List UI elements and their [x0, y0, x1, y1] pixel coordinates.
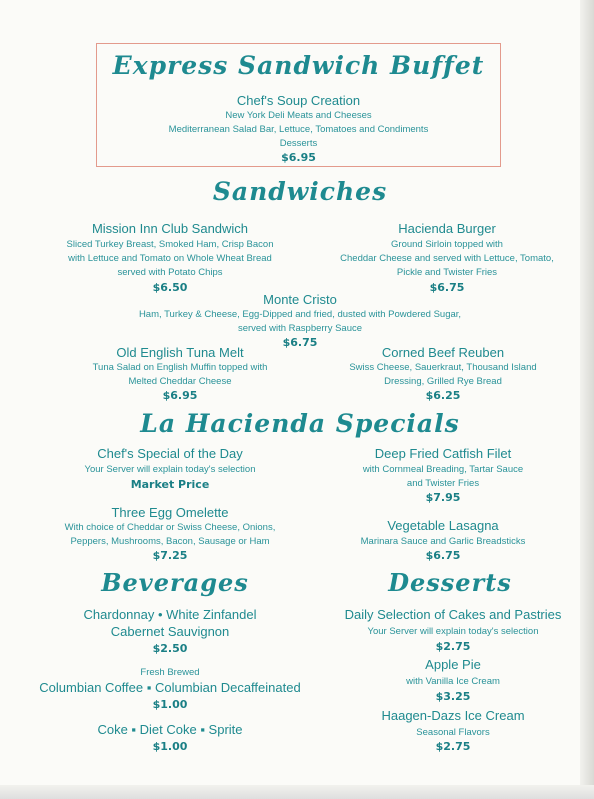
item-name: Vegetable Lasagna [387, 518, 499, 533]
item-price: $6.75 [429, 281, 465, 294]
beverage-wine-price: $2.50 [152, 642, 188, 655]
beverage-soda-line: Coke ▪ Diet Coke ▪ Sprite [97, 722, 243, 737]
item-name: Three Egg Omelette [111, 505, 229, 520]
express-line-desserts: Desserts [279, 138, 318, 149]
item-name: Daily Selection of Cakes and Pastries [344, 607, 562, 622]
item-desc: Dressing, Grilled Rye Bread [384, 376, 502, 387]
beverage-soda-price: $1.00 [152, 740, 188, 753]
item-price: Market Price [130, 478, 210, 491]
item-price: $6.25 [425, 389, 461, 402]
item-desc: Ground Sirloin topped with [391, 239, 503, 250]
item-desc: Pickle and Twister Fries [396, 267, 498, 278]
item-name: Apple Pie [425, 657, 481, 672]
item-desc: Cheddar Cheese and served with Lettuce, Tomato, [340, 253, 554, 264]
express-line-deli: New York Deli Meats and Cheeses [225, 110, 372, 121]
item-price: $2.75 [435, 740, 471, 753]
item-price: $7.95 [425, 491, 461, 504]
item-desc: Peppers, Mushrooms, Bacon, Sausage or Ham [70, 536, 270, 547]
item-price: $2.75 [435, 640, 471, 653]
beverage-coffee-note: Fresh Brewed [140, 667, 200, 678]
beverages-heading: Beverages [101, 568, 249, 597]
specials-heading: La Hacienda Specials [140, 409, 460, 438]
item-desc: served with Potato Chips [117, 267, 223, 278]
item-desc: Your Server will explain today's selection [367, 626, 539, 637]
item-desc: with Cornmeal Breading, Tartar Sauce [362, 464, 524, 475]
item-desc: Seasonal Flavors [416, 727, 490, 738]
item-desc: served with Raspberry Sauce [237, 323, 363, 334]
item-name: Chef's Special of the Day [97, 446, 243, 461]
item-desc: Tuna Salad on English Muffin topped with [92, 362, 268, 373]
item-name: Mission Inn Club Sandwich [91, 221, 249, 236]
item-name: Corned Beef Reuben [381, 345, 505, 360]
item-desc: Your Server will explain today's selection [84, 464, 256, 475]
item-desc: with Vanilla Ice Cream [406, 676, 500, 687]
express-buffet-title: Express Sandwich Buffet [112, 51, 485, 80]
beverage-coffee-line: Columbian Coffee ▪ Columbian Decaffeinated [39, 680, 301, 695]
item-name: Old English Tuna Melt [116, 345, 244, 360]
item-desc: Ham, Turkey & Cheese, Egg-Dipped and fried, dusted with Powdered Sugar, [138, 309, 462, 320]
page-bottom-edge [0, 785, 594, 799]
desserts-heading: Desserts [388, 568, 512, 597]
express-price: $6.95 [281, 151, 316, 164]
express-line-salad: Mediterranean Salad Bar, Lettuce, Tomatoes and Condiments [168, 124, 429, 135]
item-price: $6.50 [152, 281, 188, 294]
item-price: $3.25 [435, 690, 471, 703]
item-price: $6.75 [282, 336, 318, 349]
beverage-wine-line: Cabernet Sauvignon [110, 624, 230, 639]
item-desc: and Twister Fries [406, 478, 480, 489]
item-desc: With choice of Cheddar or Swiss Cheese, Onions, [64, 522, 276, 533]
item-name: Hacienda Burger [398, 221, 496, 236]
item-price: $6.75 [425, 549, 461, 562]
beverage-wine-line: Chardonnay • White Zinfandel [83, 607, 257, 622]
item-name: Deep Fried Catfish Filet [374, 446, 512, 461]
item-desc: with Lettuce and Tomato on Whole Wheat Bread [68, 253, 272, 264]
beverage-coffee-price: $1.00 [152, 698, 188, 711]
item-desc: Swiss Cheese, Sauerkraut, Thousand Island [349, 362, 537, 373]
item-name: Haagen-Dazs Ice Cream [381, 708, 525, 723]
item-price: $6.95 [162, 389, 198, 402]
item-desc: Marinara Sauce and Garlic Breadsticks [360, 536, 526, 547]
sandwiches-heading: Sandwiches [212, 177, 388, 206]
express-line-soup: Chef's Soup Creation [236, 93, 361, 108]
item-desc: Melted Cheddar Cheese [128, 376, 232, 387]
item-price: $7.25 [152, 549, 188, 562]
item-desc: Sliced Turkey Breast, Smoked Ham, Crisp Bacon [66, 239, 274, 250]
item-name: Monte Cristo [263, 292, 337, 307]
